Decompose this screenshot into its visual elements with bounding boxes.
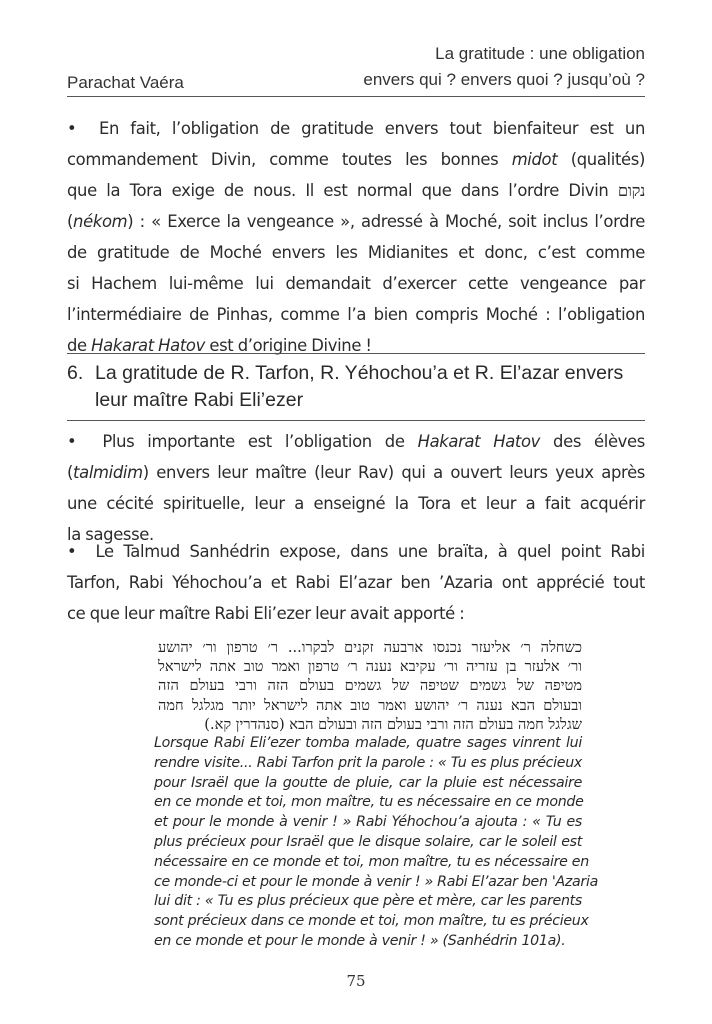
header-title-line-2: envers qui ? envers quoi ? jusqu’où ? bbox=[363, 70, 645, 89]
paragraph-3-line: ce que leur maître Rabi Eli’ezer leur avait apporté : bbox=[67, 604, 465, 623]
hebrew-line: מטיפה של גשמים שטיפה של גשמים בעולם הזה ורבי בעולם הזה bbox=[158, 677, 582, 695]
paragraph-1-line: commandement Divin, comme toutes les bonnes midot (qualités) bbox=[67, 150, 645, 169]
section-heading bbox=[67, 353, 645, 421]
hebrew-source-text bbox=[158, 638, 582, 734]
translation-line: plus précieux pour Israël que le disque solaire, car le soleil est bbox=[154, 834, 582, 850]
paragraph-1-line: que la Tora exige de nous. Il est normal que dans l’ordre Divin נקום bbox=[67, 181, 645, 200]
paragraph-2-line: (talmidim) envers leur maître (leur Rav) qui a ouvert leurs yeux après bbox=[67, 463, 645, 482]
header-chapter-title bbox=[363, 41, 645, 93]
talmud-quote bbox=[154, 638, 598, 952]
term-nekom: nékom bbox=[73, 212, 128, 231]
header-title-line-1: La gratitude : une obligation bbox=[435, 44, 645, 63]
running-header bbox=[67, 44, 645, 97]
paragraph-3 bbox=[67, 536, 645, 629]
section-title-line-1: La gratitude de R. Tarfon, R. Yéhochou’a et R. El’azar envers bbox=[95, 362, 624, 384]
translation-line: Lorsque Rabi Eli’ezer tomba malade, quatre sages vinrent lui bbox=[154, 735, 582, 752]
translation-line: en ce monde et toi, mon maître, tu es nécessaire en ce monde bbox=[154, 794, 584, 811]
hebrew-line: ובעולם הבא נענה ר׳ יהושע ואמר טוב אתה לישראל יותר מגלגל חמה bbox=[158, 696, 582, 714]
hebrew-nekom: נקום bbox=[617, 181, 645, 200]
page-number: 75 bbox=[346, 972, 366, 990]
paragraph-2-line: une cécité spirituelle, leur a enseigné la Tora et leur a fait acquérir bbox=[67, 494, 645, 513]
paragraph-2-line: • Plus importante est l’obligation de Hakarat Hatov des élèves bbox=[67, 432, 645, 451]
paragraph-3-line: Tarfon, Rabi Yéhochou’a et Rabi El’azar ben ’Azaria ont apprécié tout bbox=[67, 573, 645, 592]
term-talmidim: talmidim bbox=[73, 463, 143, 482]
paragraph-3-line: • Le Talmud Sanhédrin expose, dans une braïta, à quel point Rabi bbox=[67, 542, 645, 561]
paragraph-1-line: l’intermédiaire de Pinhas, comme l’a bien compris Moché : l’obligation bbox=[67, 305, 645, 324]
paragraph-1 bbox=[67, 113, 645, 361]
paragraph-1-line: • En fait, l’obligation de gratitude envers tout bienfaiteur est un bbox=[67, 119, 645, 138]
translation-line: pour Israël que la goutte de pluie, car la pluie est nécessaire bbox=[154, 774, 582, 791]
paragraph-1-line: (nékom) : « Exerce la vengeance », adressé à Moché, soit inclus l’ordre bbox=[67, 212, 645, 231]
french-translation bbox=[154, 734, 598, 952]
bullet: • bbox=[67, 542, 77, 561]
paragraph-1-line: de Hakarat Hatov est d’origine Divine ! bbox=[67, 336, 372, 355]
paragraph-1-line: de gratitude de Moché envers les Midianites et donc, c’est comme bbox=[67, 243, 645, 262]
translation-line: en ce monde et pour le monde à venir ! » (Sanhédrin 101a). bbox=[154, 932, 566, 949]
term-hakarat-hatov: Hakarat Hatov bbox=[417, 432, 541, 451]
translation-line: et pour le monde à venir ! » Rabi Yéhochou’a ajouta : « Tu es bbox=[154, 814, 582, 831]
section-number: 6. bbox=[67, 362, 84, 384]
bullet: • bbox=[67, 119, 77, 138]
translation-line: sont précieux dans ce monde et toi, mon maître, tu es précieux bbox=[154, 913, 589, 930]
hebrew-line: שגלגל חמה בעולם הזה ורבי בעולם הזה ובעולם הבא (סנהדרין קא.) bbox=[204, 715, 582, 733]
translation-line: rendre visite... Rabi Tarfon prit la parole : « Tu es plus précieux bbox=[154, 754, 582, 771]
paragraph-2-line: la sagesse. bbox=[67, 525, 154, 544]
section-title-line-2: leur maître Rabi Eli’ezer bbox=[95, 389, 304, 411]
translation-line: ce monde-ci et pour le monde à venir ! » Rabi El’azar ben 'Azaria bbox=[154, 873, 598, 890]
header-parasha: Parachat Vaéra bbox=[67, 73, 184, 92]
translation-line: lui dit : « Tu es plus précieux que père et mère, car les parents bbox=[154, 893, 582, 910]
paragraph-2 bbox=[67, 426, 645, 550]
translation-line: nécessaire en ce monde et toi, mon maître, tu es nécessaire en bbox=[154, 853, 589, 870]
term-midot: midot bbox=[511, 150, 558, 169]
paragraph-1-line: si Hachem lui-même lui demandait d’exercer cette vengeance par bbox=[67, 274, 645, 293]
hebrew-line: ור׳ אלעזר בן עזריה ור׳ עקיבא נענה ר׳ טרפון ואמר טוב אתה לישראל bbox=[158, 658, 582, 676]
term-hakarat-hatov: Hakarat Hatov bbox=[91, 336, 205, 355]
bullet: • bbox=[67, 432, 77, 451]
hebrew-line: כשחלה ר׳ אליעזר נכנסו ארבעה זקנים לבקרו... ר׳ טרפון ור׳ יהושע bbox=[158, 639, 582, 656]
